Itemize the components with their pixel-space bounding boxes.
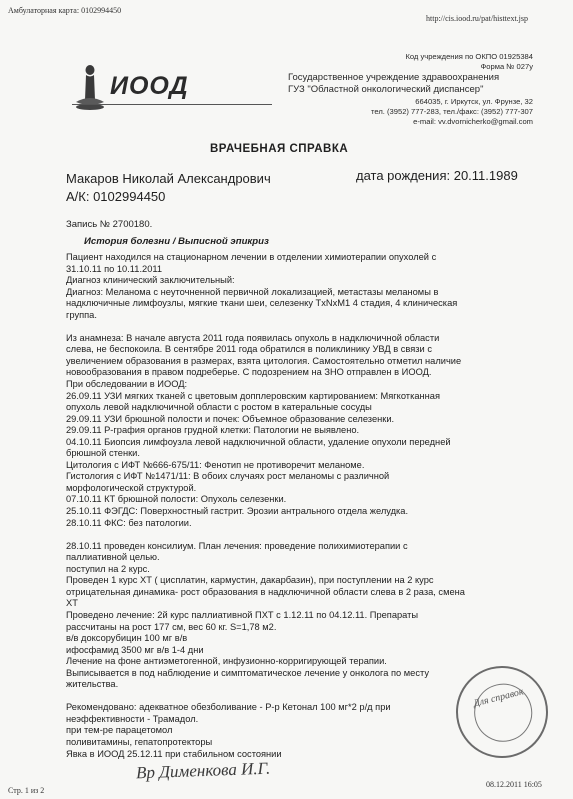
body-line: новообразования в правом подреберье. С подозрением на ЗНО отправлен в ИООД. (66, 367, 432, 378)
paragraph-gap (66, 529, 465, 541)
body-line: Пациент находился на стационарном лечении в отделении химиотерапии опухолей с (66, 252, 437, 262)
page-url: http://cis.iood.ru/pat/histtext.jsp (426, 14, 528, 23)
body-line: паллиативной целью. (66, 552, 160, 563)
institution-phones: тел. (3952) 777-283, тел./факс: (3952) 777-307 (370, 107, 533, 116)
body-line: отрицательная динамика- рост образования в надключичной области слева в 2 раза, смена (66, 586, 465, 597)
body-line: Диагноз: Меланома с неуточненной первичной локализацией, метастазы меланомы в (66, 286, 439, 297)
body-line: Проведен 1 курс ХТ ( цисплатин, кармустин, дакарбазин), при поступлении на 2 курс (66, 575, 434, 586)
ambulatory-card: А/К: 0102994450 (66, 189, 166, 204)
body-line: рассчитаны на рост 177 см, вес 60 кг. S=1,78 м2. (66, 621, 277, 632)
body-line: Из анамнеза: В начале августа 2011 года появилась опухоль в надключичной области (66, 332, 440, 343)
body-line: морфологической структурой. (66, 482, 197, 493)
body-line: 28.10.11 проведен консилиум. План лечения: проведение полихимиотерапии с (66, 540, 408, 551)
body-line: слева, не беспокоила. В сентябре 2011 года обратился в поликлинику УВД в связи с (66, 344, 432, 355)
body-line: ифосфамид 3500 мг в/в 1-4 дни (66, 644, 204, 655)
body-line: Проведено лечение: 2й курс паллиативной ПХТ с 1.12.11 по 04.12.11. Препараты (66, 609, 419, 620)
patient-name: Макаров Николай Александрович (66, 171, 271, 186)
body-line: надключичные лимфоузлы, мягкие ткани шеи, селезенку TxNxM1 4 стадия, 4 клиническая (66, 298, 458, 309)
body-line: 29.09.11 УЗИ брюшной полости и почек: Объемное образование селезенки. (66, 413, 395, 424)
stamp-text: Для справок (472, 686, 525, 710)
paragraph-gap (66, 691, 465, 703)
birth-date: дата рождения: 20.11.1989 (356, 168, 518, 183)
logo-underline (72, 104, 272, 105)
logo-text: ИООД (110, 72, 189, 100)
body-line: в/в доксорубицин 100 мг в/в (66, 633, 188, 644)
body-line: 31.10.11 по 10.11.2011 (66, 263, 163, 274)
institution-name-line1: Государственное учреждение здравоохранения (288, 72, 500, 83)
body-line: Явка в ИООД 25.12.11 при стабильном состоянии (66, 748, 282, 759)
epicrisis-body (66, 252, 465, 760)
body-line: жительства. (66, 679, 119, 690)
print-datetime: 08.12.2011 16:05 (486, 780, 542, 789)
body-line: Гистология с ИФТ №1471/11: В обоих случаях рост меланомы с различной (66, 471, 390, 482)
institution-name-line2: ГУЗ "Областной онкологический диспансер" (288, 84, 484, 95)
institution-email: e-mail: vv.dvornicherko@gmail.com (413, 117, 533, 126)
body-line: Цитология с ИФТ №666-675/11: Фенотип не противоречит меланоме. (66, 459, 365, 470)
body-line: поступил на 2 курс. (66, 563, 150, 574)
body-line: Диагноз клинический заключительный: (66, 275, 235, 286)
body-line: 07.10.11 КТ брюшной полости: Опухоль селезенки. (66, 494, 287, 505)
section-title: История болезни / Выписной эпикриз (84, 236, 269, 247)
paragraph-gap (66, 321, 465, 333)
body-line: 04.10.11 Биопсия лимфоузла левой надключичной области, удаление опухоли передней (66, 436, 451, 447)
form-number: Форма № 027у (480, 62, 533, 71)
body-line: ХТ (66, 598, 78, 609)
okpo-code: Код учреждения по ОКПО 01925384 (405, 52, 533, 61)
document-title: ВРАЧЕБНАЯ СПРАВКА (210, 143, 349, 155)
record-number: Запись № 2700180. (66, 219, 153, 230)
body-line: брюшной стенки. (66, 448, 140, 459)
body-line: при тем-ре парацетомол (66, 725, 173, 736)
body-line: группа. (66, 309, 97, 320)
institution-address: 664035, г. Иркутск, ул. Фрунзе, 32 (415, 97, 533, 106)
body-line: Выписывается в под наблюдение и симптоматическое лечение у онколога по месту (66, 667, 429, 678)
body-line: Лечение на фоне антиэметогенной, инфузионно-корригирующей терапии. (66, 656, 387, 667)
body-line: При обследовании в ИООД: (66, 379, 188, 390)
page-counter: Стр. 1 из 2 (8, 786, 45, 795)
body-line: неэффективности - Трамадол. (66, 713, 199, 724)
body-line: 26.09.11 УЗИ мягких тканей с цветовым допплеровским картированием: Мягкотканная (66, 390, 440, 401)
body-line: опухоль левой надключичной области с ростом в катеральные сосуды (66, 402, 372, 413)
body-line: 25.10.11 ФЭГДС: Поверхностный гастрит. Эрозии антрального отдела желудка. (66, 506, 409, 517)
body-line: 29.09.11 Р-графия органов грудной клетки: Патологии не выявлено. (66, 425, 360, 436)
body-line: Рекомендовано: адекватное обезболивание - Р-р Кетонал 100 мг*2 р/д при (66, 702, 391, 713)
card-number-header: Амбулаторная карта: 0102994450 (8, 6, 122, 15)
body-line: поливитамины, гепатопротекторы (66, 736, 213, 747)
body-line: увеличением образования в размерах, взята цитология. Самостоятельно отметил наличие (66, 355, 462, 366)
body-line: 28.10.11 ФКС: без патологии. (66, 517, 192, 528)
doctor-signature: Вр Дименкова И.Г. (135, 758, 271, 783)
